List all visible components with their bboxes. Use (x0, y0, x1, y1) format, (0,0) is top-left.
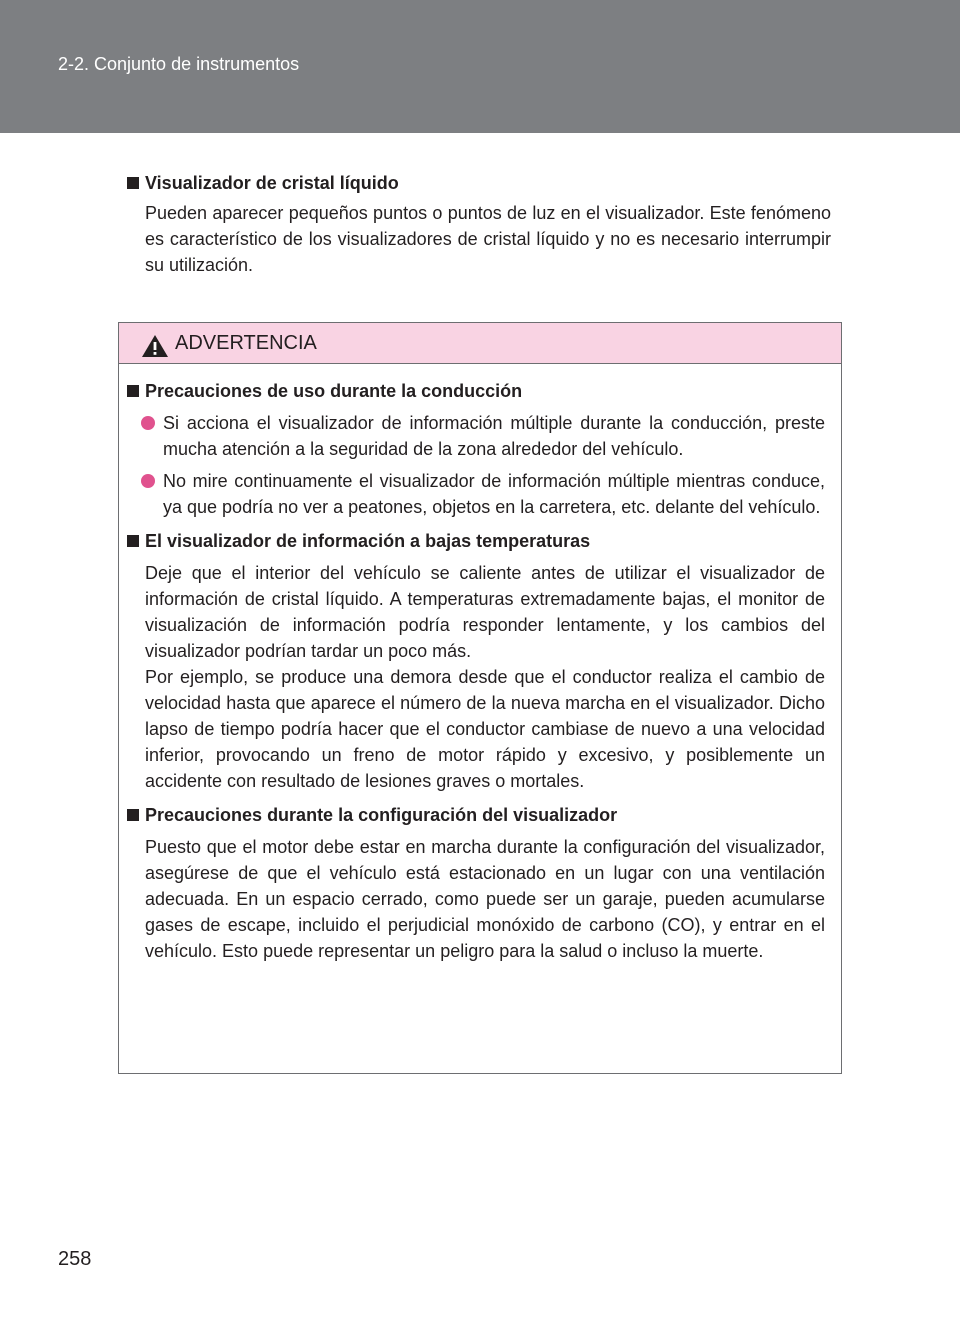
section-heading-text: Precauciones de uso durante la conducción (145, 381, 523, 401)
section-label: 2-2. Conjunto de instrumentos (58, 54, 300, 74)
warning-section-heading (127, 802, 825, 828)
section-heading-text: El visualizador de información a bajas temperaturas (145, 531, 591, 551)
warning-header (119, 323, 841, 364)
warning-content (119, 364, 841, 964)
paragraph: Deje que el interior del vehículo se caliente antes de utilizar el visualizador de información de cristal líquido. A temperaturas extremadamente bajas, el monitor de visualización de información podría responder lentamente, y los cambios del visualizador podrían tardar un poco más. (145, 563, 825, 661)
square-bullet-icon (127, 385, 139, 397)
paragraph: Puesto que el motor debe estar en marcha durante la configuración del visualizador, asegúrese de que el vehículo está estacionado en un lugar con una ventilación adecuada. En un espacio cerrado, como puede ser un garaje, pueden acumularse gases de escape, incluido el perjudicial monóxido de carbono (CO), y entrar en el vehículo. Esto puede representar un peligro para la salud o incluso la muerte. (145, 837, 825, 961)
pink-dot-icon (141, 474, 155, 488)
intro-text: Pueden aparecer pequeños puntos o puntos de luz en el visualizador. Este fenómeno es característico de los visualizadores de cristal líquido y no es necesario interrumpir su utilización. (145, 203, 831, 275)
square-bullet-icon (127, 177, 139, 189)
paragraph: Por ejemplo, se produce una demora desde que el conductor realiza el cambio de velocidad hasta que aparece el número de la nueva marcha en el visualizador. Dicho lapso de tiempo podría hacer que el conductor cambiase de nuevo a una velocidad inferior, provocando un freno de motor rápido y excesivo, y posiblemente un accidente con resultado de lesiones graves o mortales. (145, 667, 825, 791)
warning-box (118, 322, 842, 1074)
list-item-text: No mire continuamente el visualizador de información múltiple mientras conduce, ya que podría no ver a peatones, objetos en la carretera, etc. delante del vehículo. (163, 471, 825, 517)
square-bullet-icon (127, 809, 139, 821)
warning-section-heading (127, 528, 825, 554)
square-bullet-icon (127, 535, 139, 547)
page-number: 258 (58, 1248, 92, 1270)
intro-section (127, 170, 831, 278)
list-item (141, 468, 825, 520)
warning-triangle-icon (141, 334, 169, 358)
intro-heading (127, 170, 831, 196)
section-heading-text: Precauciones durante la configuración del visualizador (145, 805, 618, 825)
warning-title: ADVERTENCIA (175, 332, 317, 354)
pink-dot-icon (141, 416, 155, 430)
list-item-text: Si acciona el visualizador de información múltiple durante la conducción, preste mucha atención a la seguridad de la zona alrededor del vehículo. (163, 413, 825, 459)
page-header (0, 0, 960, 133)
warning-section-heading (127, 378, 825, 404)
list-item (141, 410, 825, 462)
intro-heading-text: Visualizador de cristal líquido (145, 173, 399, 193)
